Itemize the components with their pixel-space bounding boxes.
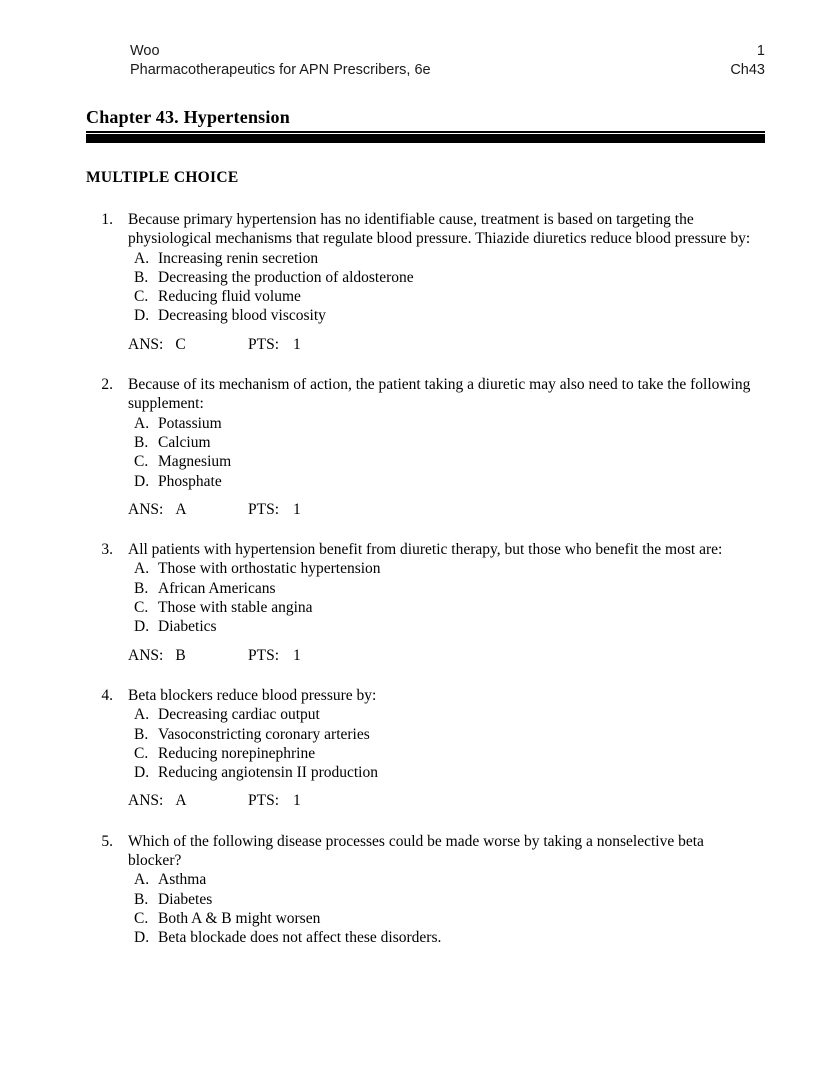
header-author: Woo: [130, 43, 160, 59]
answer-option: [128, 452, 756, 471]
answer-option: [128, 725, 756, 744]
option-text: Those with stable angina: [158, 599, 313, 617]
option-letter: A.: [134, 871, 150, 889]
answer-value: A: [175, 500, 187, 518]
points-label: PTS:: [248, 646, 280, 664]
answer-option: [128, 870, 756, 889]
page-header: [86, 42, 765, 80]
answer-option: [128, 909, 756, 928]
answer-group: [128, 500, 248, 519]
option-text: Vasoconstricting coronary arteries: [158, 725, 370, 743]
chapter-title: Chapter 43. Hypertension: [86, 107, 765, 133]
question-body: [128, 686, 756, 811]
points-label: PTS:: [248, 335, 280, 353]
answer-group: [128, 646, 248, 665]
answer-option: [128, 617, 756, 636]
points-group: [248, 791, 301, 810]
option-letter: D.: [134, 764, 150, 782]
question-body: [128, 210, 756, 354]
answer-option: [128, 598, 756, 617]
option-text: Decreasing cardiac output: [158, 706, 320, 724]
option-list: [128, 249, 756, 326]
question-item: [86, 540, 765, 665]
option-letter: B.: [134, 725, 149, 743]
option-letter: C.: [134, 288, 149, 306]
answer-row: [128, 335, 756, 354]
option-text: Phosphate: [158, 472, 222, 490]
option-text: Asthma: [158, 871, 207, 889]
option-letter: C.: [134, 453, 149, 471]
option-letter: B.: [134, 268, 149, 286]
answer-option: [128, 414, 756, 433]
option-text: Beta blockade does not affect these disorders.: [158, 929, 442, 947]
answer-option: [128, 579, 756, 598]
points-value: 1: [293, 792, 301, 810]
option-letter: A.: [134, 249, 150, 267]
answer-value: A: [175, 792, 187, 810]
header-book-title: Pharmacotherapeutics for APN Prescribers, 6e: [130, 62, 431, 78]
option-text: Decreasing blood viscosity: [158, 307, 326, 325]
question-item: [86, 375, 765, 519]
points-value: 1: [293, 646, 301, 664]
option-text: Reducing norepinephrine: [158, 744, 316, 762]
option-text: Increasing renin secretion: [158, 249, 319, 267]
answer-option: [128, 306, 756, 325]
answer-option: [128, 763, 756, 782]
title-rule-bar: [86, 134, 765, 143]
question-item: [86, 210, 765, 354]
option-list: [128, 870, 756, 947]
option-list: [128, 705, 756, 782]
question-number: 5.: [101, 832, 113, 850]
points-group: [248, 646, 301, 665]
answer-label: ANS:: [128, 792, 164, 810]
option-text: Potassium: [158, 414, 222, 432]
answer-option: [128, 705, 756, 724]
option-text: Diabetics: [158, 618, 217, 636]
option-letter: B.: [134, 579, 149, 597]
answer-option: [128, 559, 756, 578]
option-list: [128, 414, 756, 491]
option-letter: D.: [134, 929, 150, 947]
question-number: 4.: [101, 686, 113, 704]
option-letter: B.: [134, 890, 149, 908]
section-heading: MULTIPLE CHOICE: [86, 169, 239, 186]
points-label: PTS:: [248, 500, 280, 518]
question-item: [86, 686, 765, 811]
points-label: PTS:: [248, 792, 280, 810]
points-group: [248, 500, 301, 519]
option-letter: D.: [134, 618, 150, 636]
answer-option: [128, 890, 756, 909]
answer-value: C: [175, 335, 186, 353]
answer-value: B: [175, 646, 186, 664]
option-text: Reducing fluid volume: [158, 288, 301, 306]
question-number: 1.: [101, 211, 113, 228]
option-letter: D.: [134, 307, 150, 325]
answer-label: ANS:: [128, 500, 164, 518]
option-letter: C.: [134, 599, 149, 617]
option-text: Magnesium: [158, 453, 232, 471]
answer-row: [128, 646, 756, 665]
question-text: Because of its mechanism of action, the patient taking a diuretic may also need to take the following supplement:: [128, 376, 751, 413]
answer-row: [128, 791, 756, 810]
answer-option: [128, 472, 756, 491]
option-letter: A.: [134, 414, 150, 432]
answer-option: [128, 287, 756, 306]
option-text: African Americans: [158, 579, 276, 597]
answer-label: ANS:: [128, 646, 164, 664]
answer-option: [128, 268, 756, 287]
header-left: [130, 42, 431, 80]
option-text: Both A & B might worsen: [158, 909, 321, 927]
question-list: [86, 210, 765, 948]
option-text: Reducing angiotensin II production: [158, 764, 378, 782]
option-text: Those with orthostatic hypertension: [158, 560, 381, 578]
question-text: Which of the following disease processes could be made worse by taking a nonselective beta blocker?: [128, 832, 704, 870]
option-letter: C.: [134, 909, 149, 927]
question-text: Because primary hypertension has no identifiable cause, treatment is based on targeting the physiological mechanisms that regulate blood pressure. Thiazide diuretics reduce blood pressure by:: [128, 211, 751, 248]
question-body: [128, 832, 756, 948]
points-value: 1: [293, 500, 301, 518]
answer-label: ANS:: [128, 335, 164, 353]
header-chapter-code: Ch43: [730, 62, 765, 78]
question-number: 2.: [101, 376, 113, 394]
option-list: [128, 559, 756, 636]
answer-row: [128, 500, 756, 519]
answer-option: [128, 249, 756, 268]
option-letter: B.: [134, 433, 149, 451]
answer-option: [128, 744, 756, 763]
answer-group: [128, 335, 248, 354]
option-text: Diabetes: [158, 890, 213, 908]
question-text: Beta blockers reduce blood pressure by:: [128, 686, 377, 704]
question-text: All patients with hypertension benefit from diuretic therapy, but those who benefit the most are:: [128, 541, 723, 559]
question-item: [86, 832, 765, 948]
answer-group: [128, 791, 248, 810]
points-value: 1: [293, 335, 301, 353]
answer-option: [128, 928, 756, 947]
question-body: [128, 375, 756, 519]
option-letter: C.: [134, 744, 149, 762]
question-number: 3.: [101, 541, 113, 559]
option-letter: D.: [134, 472, 150, 490]
header-page-number: 1: [756, 43, 765, 59]
header-right: [730, 42, 765, 80]
points-group: [248, 335, 301, 354]
answer-option: [128, 433, 756, 452]
option-letter: A.: [134, 706, 150, 724]
option-text: Decreasing the production of aldosterone: [158, 268, 414, 286]
option-text: Calcium: [158, 433, 211, 451]
question-body: [128, 540, 756, 665]
option-letter: A.: [134, 560, 150, 578]
